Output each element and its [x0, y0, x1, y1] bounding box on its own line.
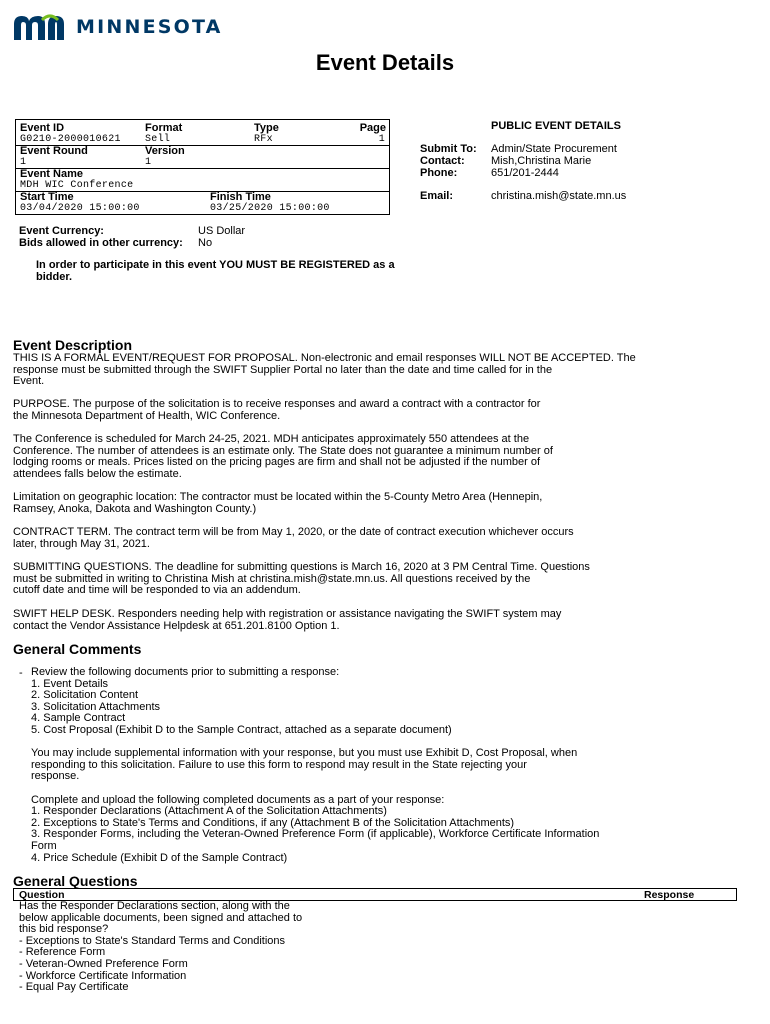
- finish-time-label: Finish Time: [210, 191, 271, 203]
- description-line: response must be submitted through the SWIFT Supplier Portal no later than the date and time called for in the: [13, 363, 553, 376]
- list-dash: -: [19, 667, 23, 679]
- document-item: 4. Sample Contract: [31, 712, 126, 725]
- event-currency-label: Event Currency:: [19, 225, 104, 237]
- version-label: Version: [145, 145, 185, 157]
- description-paragraph: [13, 434, 663, 480]
- start-time-value: 03/04/2020 15:00:00: [20, 203, 140, 214]
- comments-intro: Review the following documents prior to submitting a response:: [31, 666, 340, 678]
- upload-intro: Complete and upload the following completed documents as a part of your response:: [31, 793, 445, 806]
- submit-to-label: Submit To:: [420, 143, 477, 155]
- page-title: Event Details: [315, 50, 455, 75]
- upload-item: 3. Responder Forms, including the Veteran-Owned Preference Form (if applicable), Workforce Certificate Information: [31, 828, 600, 841]
- question-line: below applicable documents, been signed and attached to: [19, 911, 303, 924]
- start-time-label: Start Time: [20, 191, 74, 203]
- contact-value: Mish,Christina Marie: [491, 155, 592, 167]
- event-details-box: [15, 119, 390, 215]
- question-line: - Exceptions to State's Standard Terms and Conditions: [19, 934, 286, 947]
- upload-item: 2. Exceptions to State's Terms and Conditions, if any (Attachment B of the Solicitation Attachments): [31, 816, 515, 829]
- page-label: Page: [359, 122, 386, 134]
- event-description-heading: Event Description: [13, 337, 133, 353]
- document-item: 5. Cost Proposal (Exhibit D to the Sample Contract, attached as a separate document): [31, 723, 452, 736]
- upload-item: Form: [31, 839, 57, 852]
- document-item: 1. Event Details: [31, 677, 109, 690]
- description-line: THIS IS A FORMAL EVENT/REQUEST FOR PROPOSAL. Non-electronic and email responses WILL NOT BE ACCEPTED. The: [13, 352, 636, 364]
- description-line: Ramsey, Anoka, Dakota and Washington County.): [13, 502, 257, 515]
- type-label: Type: [254, 122, 279, 134]
- event-round-label: Event Round: [20, 145, 88, 157]
- minnesota-wordmark: MINNESOTA: [76, 16, 223, 38]
- upload-item: 1. Responder Declarations (Attachment A of the Solicitation Attachments): [31, 805, 387, 818]
- phone-value: 651/201-2444: [491, 167, 559, 179]
- event-name-label: Event Name: [20, 168, 83, 180]
- description-line: Conference. The number of attendees is an estimate only. The State does not guarantee a minimum number of: [13, 444, 553, 457]
- description-line: attendees falls below the estimate.: [13, 467, 182, 480]
- finish-time-value: 03/25/2020 15:00:00: [210, 203, 330, 214]
- general-comments-body: [31, 667, 651, 864]
- upload-item: 4. Price Schedule (Exhibit D of the Sample Contract): [31, 851, 288, 864]
- description-line: CONTRACT TERM. The contract term will be from May 1, 2020, or the date of contract execution whichever occurs: [13, 526, 574, 538]
- question-line: Has the Responder Declarations section, along with the: [19, 900, 290, 912]
- contact-label: Contact:: [420, 155, 465, 167]
- question-line: - Veteran-Owned Preference Form: [19, 957, 188, 970]
- description-line: SWIFT HELP DESK. Responders needing help with registration or assistance navigating the SWIFT system may: [13, 608, 562, 620]
- description-line: Event.: [13, 375, 45, 388]
- question-line: - Workforce Certificate Information: [19, 969, 187, 982]
- question-row: [19, 901, 339, 994]
- other-currency-value: No: [198, 237, 213, 249]
- question-column-header: Question: [19, 889, 65, 901]
- general-questions-heading: General Questions: [13, 873, 138, 889]
- description-paragraph: [13, 609, 663, 632]
- supplemental-line: You may include supplemental information with your response, but you must use Exhibit D, Cost Proposal, when: [31, 747, 578, 760]
- description-line: must be submitted in writing to Christina Mish at christina.mish@state.mn.us. All questions received by the: [13, 572, 531, 585]
- description-line: PURPOSE. The purpose of the solicitation is to receive responses and award a contract with a contractor for: [13, 398, 541, 410]
- description-line: lodging rooms or meals. Prices listed on the pricing pages are firm and shall not be adjusted if the number of: [13, 456, 541, 469]
- description-paragraph: [13, 492, 663, 515]
- document-item: 3. Solicitation Attachments: [31, 700, 161, 713]
- supplemental-line: response.: [31, 770, 80, 783]
- phone-label: Phone:: [420, 167, 458, 179]
- event-id-value: G0210-2000010621: [20, 134, 121, 145]
- registration-notice: In order to participate in this event YOU MUST BE REGISTERED as a bidder.: [36, 259, 395, 283]
- event-round-value: 1: [20, 157, 27, 168]
- question-line: - Reference Form: [19, 946, 106, 959]
- page-value: 1: [378, 134, 385, 145]
- format-label: Format: [145, 122, 183, 134]
- description-paragraph: [13, 562, 663, 597]
- public-event-heading: PUBLIC EVENT DETAILS: [491, 120, 621, 132]
- description-line: The Conference is scheduled for March 24-25, 2021. MDH anticipates approximately 550 attendees at the: [13, 433, 530, 445]
- response-column-header: Response: [644, 889, 695, 901]
- general-comments-heading: General Comments: [13, 641, 142, 657]
- question-line: this bid response?: [19, 923, 109, 936]
- event-id-label: Event ID: [20, 122, 65, 134]
- type-value: RFx: [254, 134, 273, 145]
- description-paragraph: [13, 353, 663, 388]
- event-currency-value: US Dollar: [198, 225, 246, 237]
- description-paragraph: [13, 527, 663, 550]
- minnesota-logo-mark-icon: [12, 14, 66, 40]
- description-line: later, through May 31, 2021.: [13, 537, 150, 550]
- document-item: 2. Solicitation Content: [31, 689, 139, 702]
- other-currency-label: Bids allowed in other currency:: [19, 237, 183, 249]
- event-name-value: MDH WIC Conference: [20, 180, 134, 191]
- description-line: contact the Vendor Assistance Helpdesk at 651.201.8100 Option 1.: [13, 619, 340, 632]
- supplemental-line: responding to this solicitation. Failure to use this form to respond may result in the State rejecting your: [31, 758, 527, 771]
- email-link[interactable]: christina.mish@state.mn.us: [491, 190, 627, 202]
- submit-to-value: Admin/State Procurement: [491, 143, 617, 155]
- description-paragraph: [13, 399, 663, 422]
- minnesota-logo: [12, 14, 223, 40]
- description-line: the Minnesota Department of Health, WIC Conference.: [13, 409, 281, 422]
- format-value: Sell: [145, 134, 171, 145]
- question-line: - Equal Pay Certificate: [19, 981, 129, 994]
- description-line: cutoff date and time will be responded to via an addendum.: [13, 584, 301, 597]
- description-line: Limitation on geographic location: The contractor must be located within the 5-County Metro Area (Hennepin,: [13, 491, 543, 503]
- version-value: 1: [145, 157, 152, 168]
- description-line: SUBMITTING QUESTIONS. The deadline for submitting questions is March 16, 2020 at 3 PM Central Time. Questions: [13, 561, 590, 573]
- email-label: Email:: [420, 190, 454, 202]
